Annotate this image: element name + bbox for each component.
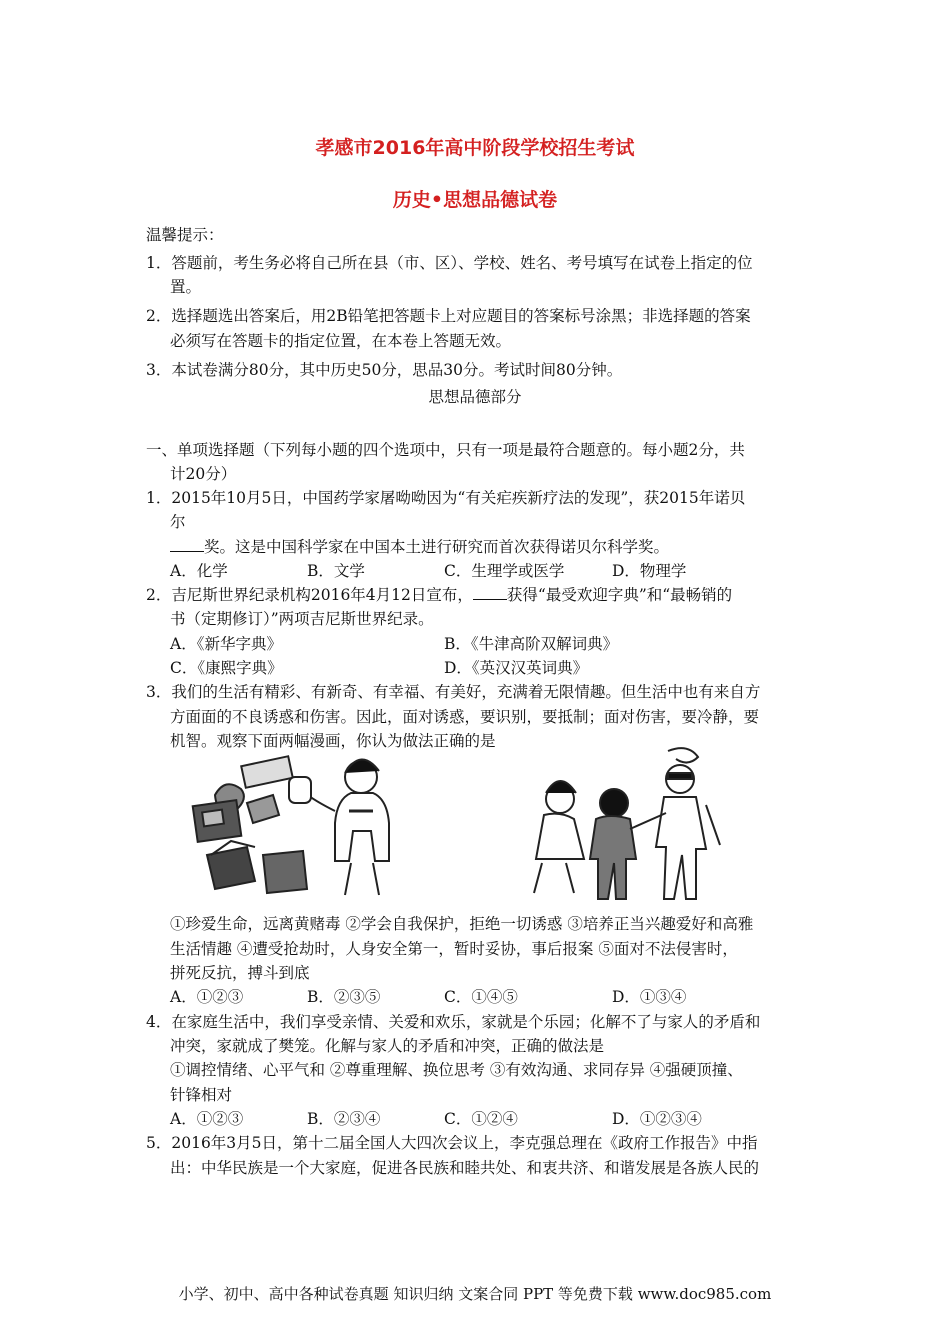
q4-option-b: B．②③④: [307, 1110, 381, 1128]
tip-3: 3．本试卷满分80分，其中历史50分，思品30分。考试时间80分钟。: [146, 361, 623, 379]
q2-line-1-pre: 2．吉尼斯世界纪录机构2016年4月12日宣布，: [146, 586, 473, 604]
q1-line-1: 1．2015年10月5日，中国药学家屠呦呦因为“有关疟疾新疗法的发现”，获2015年诺贝: [146, 489, 746, 507]
answer-blank[interactable]: [473, 585, 507, 600]
q3-line-2: 方面面的不良诱惑和伤害。因此，面对诱惑，要识别，要抵制；面对伤害，要冷静，要: [170, 708, 760, 726]
tip-1-line-1: 1．答题前，考生务必将自己所在县（市、区）、学校、姓名、考号填写在试卷上指定的位: [146, 254, 753, 272]
q4-line-1: 4．在家庭生活中，我们享受亲情、关爱和欢乐，家就是个乐园；化解不了与家人的矛盾和: [146, 1013, 761, 1031]
q4-option-c: C．①②④: [444, 1110, 518, 1128]
tip-1-line-2: 置。: [170, 278, 202, 296]
cartoon-robbery-image: [520, 745, 750, 903]
q2-option-a: A．《新华字典》: [170, 635, 282, 653]
q2-option-c: C．《康熙字典》: [170, 659, 283, 677]
q5-line-2: 出：中华民族是一个大家庭，促进各民族和睦共处、和衷共济、和谐发展是各族人民的: [170, 1159, 760, 1177]
part1-line-1: 一、单项选择题（下列每小题的四个选项中，只有一项是最符合题意的。每小题2分，共: [146, 441, 745, 459]
q3-statements-line-3: 拼死反抗，搏斗到底: [170, 964, 310, 982]
q2-line-2: 书（定期修订）”两项吉尼斯世界纪录。: [170, 610, 434, 628]
q2-option-b: B．《牛津高阶双解词典》: [444, 635, 619, 653]
q3-line-1: 3．我们的生活有精彩、有新奇、有幸福、有美好，充满着无限情趣。但生活中也有来自方: [146, 683, 761, 701]
q1-option-a: A．化学: [170, 562, 228, 580]
q2-option-d: D．《英汉汉英词典》: [444, 659, 589, 677]
footer-ad: 小学、初中、高中各种试卷真题 知识归纳 文案合同 PPT 等免费下载 www.doc985.com: [178, 1285, 772, 1303]
tip-2-line-2: 必须写在答题卡的指定位置，在本卷上答题无效。: [170, 332, 512, 350]
q2-line-1: [146, 585, 732, 605]
cartoon-refuse-temptation-image: [185, 755, 425, 900]
q4-line-4: 针锋相对: [170, 1086, 233, 1104]
q1-option-c: C．生理学或医学: [444, 562, 565, 580]
tip-2-line-1: 2．选择题选出答案后，用2B铅笔把答题卡上对应题目的答案标号涂黑；非选择题的答案: [146, 307, 751, 325]
q4-option-d: D．①②③④: [612, 1110, 702, 1128]
answer-blank[interactable]: [170, 537, 204, 552]
section-title: 思想品德部分: [428, 388, 522, 406]
q4-line-3: ①调控情绪、心平气和 ②尊重理解、换位思考 ③有效沟通、求同存异 ④强硬顶撞、: [170, 1061, 743, 1079]
q4-line-2: 冲突，家就成了樊笼。化解与家人的矛盾和冲突，正确的做法是: [170, 1037, 605, 1055]
tips-heading: 温馨提示：: [146, 226, 224, 244]
q1-line-3: [170, 537, 669, 557]
q3-option-b: B．②③⑤: [307, 988, 381, 1006]
q3-option-c: C．①④⑤: [444, 988, 518, 1006]
q1-option-d: D．物理学: [612, 562, 687, 580]
q4-option-a: A．①②③: [170, 1110, 244, 1128]
q1-option-b: B．文学: [307, 562, 365, 580]
q1-line-2: 尔: [170, 513, 186, 531]
part1-line-2: 计20分）: [170, 465, 237, 483]
q2-line-1-post: 获得“最受欢迎字典”和“最畅销的: [506, 586, 733, 604]
q3-option-a: A．①②③: [170, 988, 244, 1006]
q3-statements-line-2: 生活情趣 ④遭受抢劫时，人身安全第一，暂时妥协，事后报案 ⑤面对不法侵害时，: [170, 940, 738, 958]
exam-subtitle: 历史•思想品德试卷: [392, 189, 558, 211]
exam-title: 孝感市2016年高中阶段学校招生考试: [315, 137, 635, 159]
q3-statements-line-1: ①珍爱生命，远离黄赌毒 ②学会自我保护，拒绝一切诱惑 ③培养正当兴趣爱好和高雅: [170, 915, 754, 933]
q5-line-1: 5．2016年3月5日，第十二届全国人大四次会议上，李克强总理在《政府工作报告》中指: [146, 1134, 758, 1152]
q3-option-d: D．①③④: [612, 988, 687, 1006]
q3-line-3: 机智。观察下面两幅漫画，你认为做法正确的是: [170, 732, 496, 750]
q1-after-blank: 奖。这是中国科学家在中国本土进行研究而首次获得诺贝尔科学奖。: [204, 538, 670, 556]
